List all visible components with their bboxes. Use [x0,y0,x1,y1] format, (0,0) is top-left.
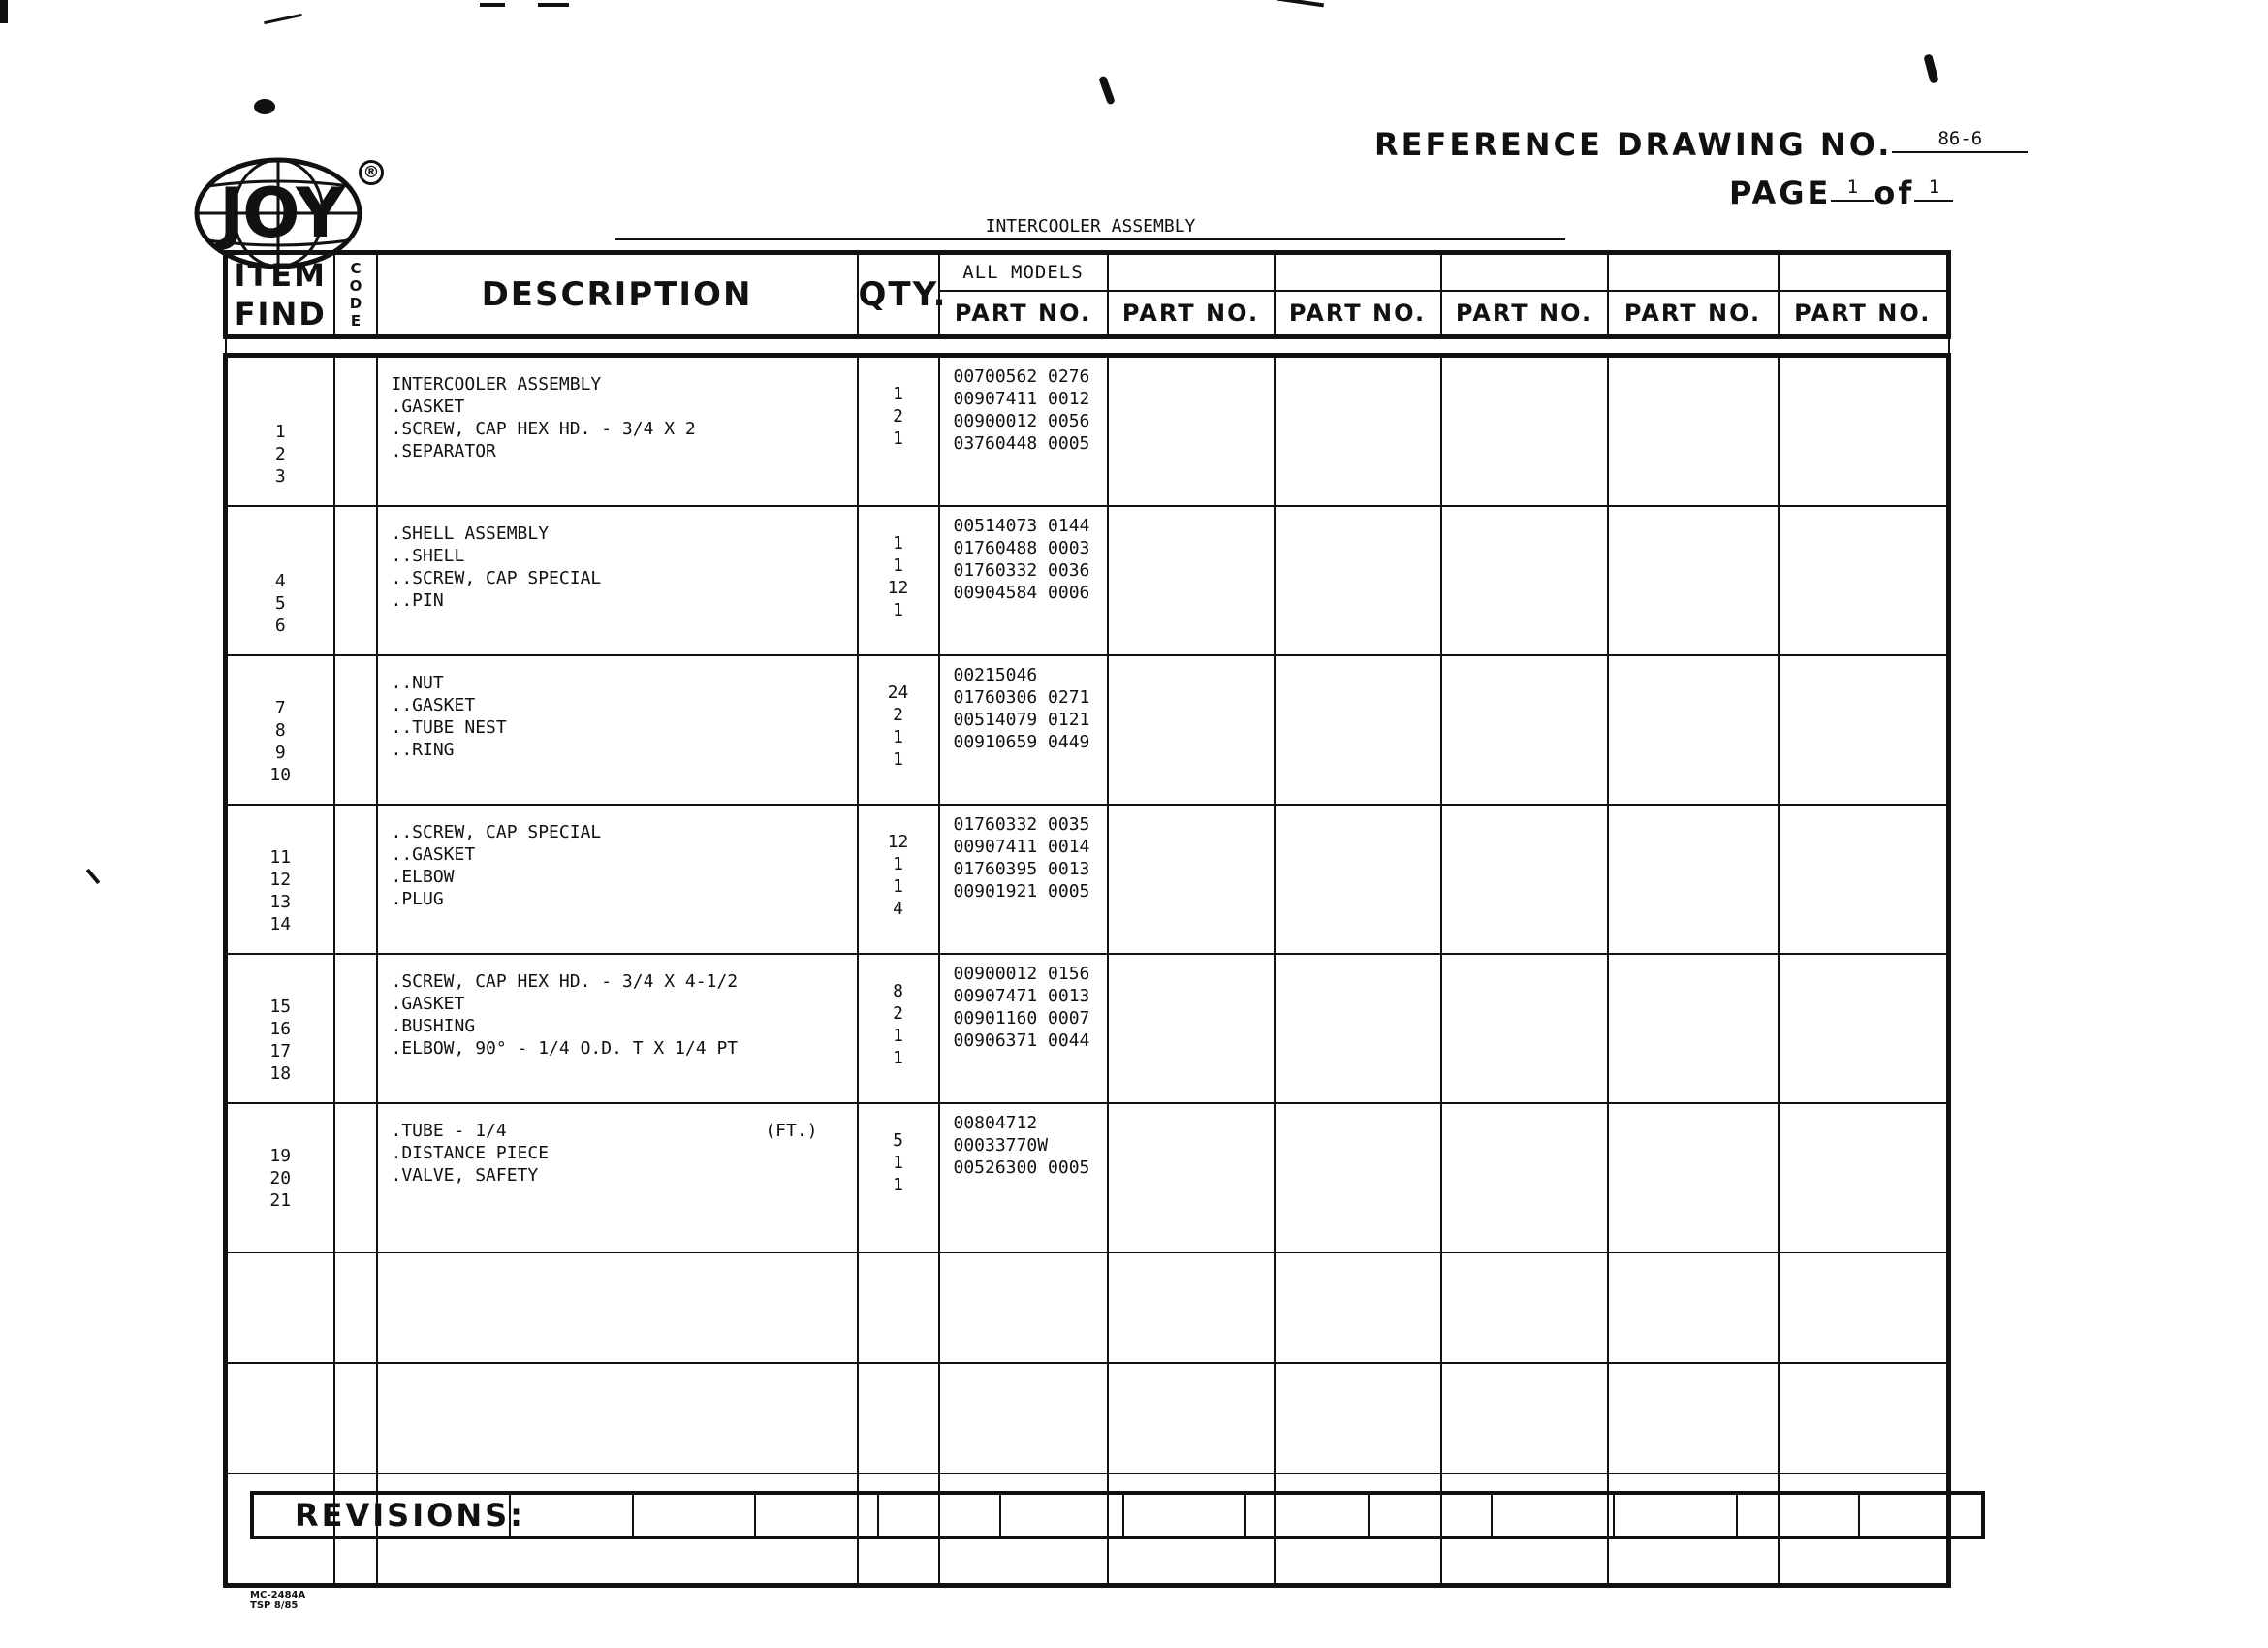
part-no-cell-blank [1108,356,1275,507]
scan-mark [0,0,8,23]
revisions-strip [250,1491,1985,1539]
description-cell: INTERCOOLER ASSEMBLY .GASKET .SCREW, CAP HEX HD. - 3/4 X 2 .SEPARATOR [377,356,858,507]
part-no-cell-blank [1441,655,1608,805]
part-no-cell-blank [1608,356,1779,507]
part-no-cell-blank [1779,1103,1949,1252]
revision-cell [1246,1495,1370,1536]
part-no-cell-blank [1441,1103,1608,1252]
scan-mark [1098,76,1116,106]
revision-cell [879,1495,1002,1536]
part-no-cell: 00900012 0156 00907471 0013 00901160 0007 00906371 0044 [939,954,1108,1103]
page-number: 1 [1831,174,1874,202]
part-no-cell-blank [1779,954,1949,1103]
part-no-cell-blank [1108,954,1275,1103]
part-no-cell-blank [1608,655,1779,805]
revisions-label: REVISIONS: [254,1495,511,1536]
page-line [1729,174,1953,211]
header-gap [226,337,1949,356]
unit-note: (FT.) [765,1121,818,1141]
model-header-blank [1608,253,1779,292]
code-header: CODE [334,253,377,337]
part-no-cell-blank [1608,954,1779,1103]
model-header-blank [1275,253,1441,292]
revision-cell [1738,1495,1861,1536]
item-numbers: 19 20 21 [226,1103,334,1252]
description-text: .TUBE - 1/4 .DISTANCE PIECE .VALVE, SAFETY [391,1121,550,1186]
part-no-cell-blank [1441,805,1608,954]
part-no-cell: 00804712 00033770W 00526300 0005 [939,1103,1108,1252]
part-no-cell: 00514073 0144 01760488 0003 01760332 0036 00904584 0006 [939,506,1108,655]
item-numbers: 1 2 3 [226,356,334,507]
qty-cell: 8 2 1 1 [858,954,939,1103]
table-row [226,1103,1949,1252]
qty-cell: 24 2 1 1 [858,655,939,805]
part-no-cell-blank [1608,1103,1779,1252]
revision-cell [1493,1495,1616,1536]
scan-mark [538,3,569,7]
qty-cell: 5 1 1 [858,1103,939,1252]
scan-mark [254,99,275,114]
part-no-cell-blank [1108,1103,1275,1252]
item-numbers: 11 12 13 14 [226,805,334,954]
part-no-cell-blank [1275,805,1441,954]
code-cell [334,506,377,655]
table-row [226,655,1949,805]
part-no-header: PART NO. [1275,291,1441,337]
item-numbers: 7 8 9 10 [226,655,334,805]
description-cell: .SCREW, CAP HEX HD. - 3/4 X 4-1/2 .GASKET .BUSHING .ELBOW, 90° - 1/4 O.D. T X 1/4 PT [377,954,858,1103]
part-no-cell: 00215046 01760306 0271 00514079 0121 00910659 0449 [939,655,1108,805]
revision-cell [1370,1495,1493,1536]
reference-drawing-line [1374,126,2028,163]
scan-mark [86,869,101,884]
revision-cell [634,1495,757,1536]
empty-row [226,1363,1949,1474]
part-no-header: PART NO. [1108,291,1275,337]
part-no-header: PART NO. [939,291,1108,337]
parts-list-form [223,250,1946,1526]
revision-cell [1860,1495,1981,1536]
part-no-cell: 01760332 0035 00907411 0014 01760395 0013 00901921 0005 [939,805,1108,954]
model-header-blank [1779,253,1949,292]
part-no-header: PART NO. [1441,291,1608,337]
code-cell [334,356,377,507]
code-cell [334,954,377,1103]
all-models-header: ALL MODELS [939,253,1108,292]
code-cell [334,1103,377,1252]
part-no-cell-blank [1779,655,1949,805]
item-numbers: 4 5 6 [226,506,334,655]
part-no-cell-blank [1275,506,1441,655]
qty-cell: 1 2 1 [858,356,939,507]
part-no-cell-blank [1608,506,1779,655]
reference-drawing-number: 86-6 [1892,126,2028,153]
part-no-cell-blank [1275,954,1441,1103]
form-code: MC-2484A TSP 8/85 [250,1590,306,1611]
part-no-cell-blank [1275,356,1441,507]
model-header-blank [1108,253,1275,292]
code-cell [334,655,377,805]
description-header: DESCRIPTION [377,253,858,337]
revision-cell [511,1495,634,1536]
part-no-cell-blank [1441,506,1608,655]
reference-drawing-label: REFERENCE DRAWING NO. [1374,126,1893,163]
part-no-cell-blank [1608,805,1779,954]
table-row [226,356,1949,507]
page-of-label: of [1874,174,1915,211]
assembly-title: INTERCOOLER ASSEMBLY [615,215,1565,240]
page-label: PAGE [1729,174,1832,211]
part-no-cell-blank [1108,506,1275,655]
part-no-cell-blank [1779,805,1949,954]
empty-row [226,1252,1949,1363]
qty-cell: 1 1 12 1 [858,506,939,655]
part-no-header: PART NO. [1779,291,1949,337]
item-numbers: 15 16 17 18 [226,954,334,1103]
item-find-header: ITEM FIND [226,253,334,337]
scan-mark [264,14,302,24]
logo-wordmark: JOY [219,174,343,253]
qty-header: QTY. [858,253,939,337]
revision-cell [756,1495,879,1536]
scan-mark [480,3,505,7]
part-no-cell-blank [1275,655,1441,805]
model-header-blank [1441,253,1608,292]
revision-cell [1124,1495,1247,1536]
scan-mark [1923,53,1938,83]
scan-mark [1277,0,1324,7]
part-no-cell: 00700562 0276 00907411 0012 00900012 0056 03760448 0005 [939,356,1108,507]
revision-cell [1001,1495,1124,1536]
qty-cell: 12 1 1 4 [858,805,939,954]
description-cell: .SHELL ASSEMBLY ..SHELL ..SCREW, CAP SPECIAL ..PIN [377,506,858,655]
part-no-header: PART NO. [1608,291,1779,337]
part-no-cell-blank [1108,655,1275,805]
description-cell: ..NUT ..GASKET ..TUBE NEST ..RING [377,655,858,805]
part-no-cell-blank [1779,506,1949,655]
page-total: 1 [1914,174,1953,202]
description-cell [377,1103,858,1252]
part-no-cell-blank [1108,805,1275,954]
table-row [226,506,1949,655]
part-no-cell-blank [1779,356,1949,507]
table-row [226,954,1949,1103]
part-no-cell-blank [1441,356,1608,507]
table-row [226,805,1949,954]
code-cell [334,805,377,954]
parts-table [223,250,1951,1588]
part-no-cell-blank [1275,1103,1441,1252]
description-cell: ..SCREW, CAP SPECIAL ..GASKET .ELBOW .PLUG [377,805,858,954]
part-no-cell-blank [1441,954,1608,1103]
registered-mark: ® [359,160,384,185]
revision-cell [1615,1495,1738,1536]
